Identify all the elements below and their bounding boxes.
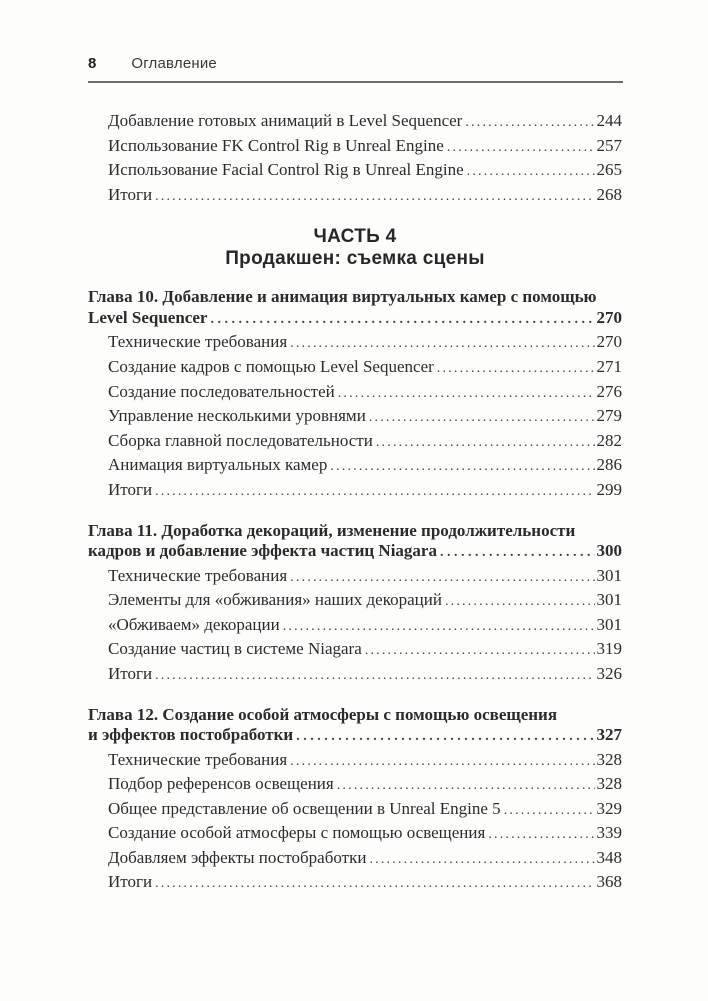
header-page-number: 8 (88, 55, 97, 72)
toc-row-page: 244 (596, 111, 622, 130)
dot-leader (465, 110, 594, 135)
dot-leader (290, 565, 594, 590)
dot-leader (283, 614, 595, 639)
toc-row-page: 271 (596, 356, 622, 376)
toc-row (88, 541, 622, 564)
toc-entry-list (88, 110, 622, 208)
toc-row-label: Технические требования (108, 332, 288, 352)
dot-leader (330, 454, 594, 479)
toc-row (88, 749, 622, 774)
part-title: Продакшен: съемка сцены (225, 248, 485, 270)
toc-row (88, 847, 622, 872)
toc-row-page: 326 (596, 663, 622, 683)
chapter-block (88, 705, 622, 897)
toc-row-page: 276 (596, 381, 622, 401)
toc-row (88, 871, 622, 896)
part-number: ЧАСТЬ 4 (313, 226, 397, 248)
toc-row (88, 614, 622, 639)
toc-row (88, 356, 622, 381)
dot-leader (504, 798, 595, 823)
chapter-title-line1: Глава 12. Создание особой атмосферы с помощью освещения (88, 704, 558, 724)
toc-row-page: 268 (596, 184, 622, 204)
dot-leader (155, 871, 594, 896)
dot-leader (210, 308, 594, 331)
dot-leader (338, 381, 595, 406)
toc-row-page: 265 (596, 160, 622, 180)
dot-leader (369, 405, 595, 430)
toc-row-label: Использование Facial Control Rig в Unreal Engine (108, 160, 464, 180)
toc-row (88, 184, 622, 209)
toc-row-label: Технические требования (108, 565, 288, 585)
toc-row-page: 301 (596, 565, 622, 585)
toc-row-label: Использование FK Control Rig в Unreal Engine (108, 135, 444, 155)
toc-row-label: Создание кадров с помощью Level Sequencer (108, 356, 434, 376)
toc-row (88, 381, 622, 406)
toc-row-label: Level Sequencer (88, 307, 208, 327)
toc-row-page: 328 (596, 774, 622, 794)
toc-row (88, 798, 622, 823)
toc-row-label: Добавление готовых анимаций в Level Sequencer (108, 111, 463, 130)
toc-row (88, 405, 622, 430)
toc-row-page: 257 (596, 135, 622, 155)
toc-row (88, 135, 622, 160)
toc-row-label: Итоги (108, 479, 153, 499)
toc-row-page: 328 (596, 749, 622, 769)
toc-row-label: Технические требования (108, 749, 288, 769)
chapter-block (88, 521, 622, 688)
toc-row-page: 279 (596, 406, 622, 426)
toc-row-page: 319 (596, 639, 622, 659)
chapter-title-line1: Глава 10. Добавление и анимация виртуальных камер с помощью (88, 287, 597, 307)
toc-row-page: 282 (596, 430, 622, 450)
toc-row-label: Создание последовательностей (108, 381, 335, 401)
toc-row-label: Анимация виртуальных камер (108, 455, 328, 475)
dot-leader (290, 331, 594, 356)
toc-row-page: 300 (596, 541, 622, 561)
toc-row-label: Сборка главной последовательности (108, 430, 373, 450)
dot-leader (376, 430, 595, 455)
toc-row-label: «Обживаем» декорации (108, 614, 280, 634)
header-title: Оглавление (131, 55, 217, 72)
part-heading (88, 226, 622, 270)
toc-row (88, 430, 622, 455)
toc-row-page: 301 (596, 614, 622, 634)
running-head (88, 56, 623, 83)
toc-row-page: 339 (596, 823, 622, 843)
toc-row-label: Создание частиц в системе Niagara (108, 639, 362, 659)
toc-row-page: 368 (596, 872, 622, 892)
toc-row-page: 301 (596, 590, 622, 610)
toc-row-page: 327 (596, 725, 622, 744)
toc-row-page: 286 (596, 455, 622, 475)
chapter-block (88, 287, 622, 503)
toc-row (88, 308, 622, 331)
toc-row (88, 110, 622, 135)
toc-sections (88, 83, 622, 896)
chapter-title-line1: Глава 11. Доработка декораций, изменение продолжительности (88, 520, 576, 540)
toc-row-label: Подбор референсов освещения (108, 774, 334, 794)
toc-row-label: Создание особой атмосферы с помощью освещения (108, 823, 486, 843)
dot-leader (437, 356, 595, 381)
toc-row (88, 638, 622, 663)
toc-row-label: Итоги (108, 663, 153, 683)
toc-row (88, 773, 622, 798)
toc-row-label: и эффектов постобработки (88, 725, 294, 744)
dot-leader (369, 847, 594, 872)
dot-leader (290, 749, 594, 774)
chapter-entries (88, 331, 622, 503)
dot-leader (447, 135, 595, 160)
toc-row-page: 329 (596, 798, 622, 818)
toc-row (88, 454, 622, 479)
toc-row-label: Общее представление об освещении в Unreal Engine 5 (108, 798, 501, 818)
toc-row-page: 270 (596, 307, 622, 327)
chapter-entries (88, 749, 622, 897)
toc-row-label: кадров и добавление эффекта частиц Niagara (88, 541, 437, 561)
toc-row-page: 270 (596, 332, 622, 352)
dot-leader (155, 479, 594, 504)
toc-row-page: 348 (596, 847, 622, 867)
toc-row (88, 725, 622, 748)
toc-row-label: Добавляем эффекты постобработки (108, 847, 367, 867)
dot-leader (445, 589, 595, 614)
toc-row (88, 159, 622, 184)
toc-row-label: Итоги (108, 872, 153, 892)
toc-row-label: Итоги (108, 184, 153, 204)
toc-row-label: Управление несколькими уровнями (108, 406, 366, 426)
dot-leader (365, 638, 595, 663)
dot-leader (155, 663, 594, 688)
toc-row (88, 479, 622, 504)
toc-row (88, 331, 622, 356)
dot-leader (440, 541, 595, 564)
toc-row (88, 822, 622, 847)
toc-row-label: Элементы для «обживания» наших декораций (108, 590, 442, 610)
toc-row (88, 589, 622, 614)
dot-leader (488, 822, 594, 847)
chapter-entries (88, 565, 622, 688)
toc-row (88, 565, 622, 590)
dot-leader (467, 159, 595, 184)
toc-row-page: 299 (596, 479, 622, 499)
dot-leader (155, 184, 594, 209)
toc-row (88, 663, 622, 688)
dot-leader (296, 725, 594, 748)
dot-leader (337, 773, 595, 798)
